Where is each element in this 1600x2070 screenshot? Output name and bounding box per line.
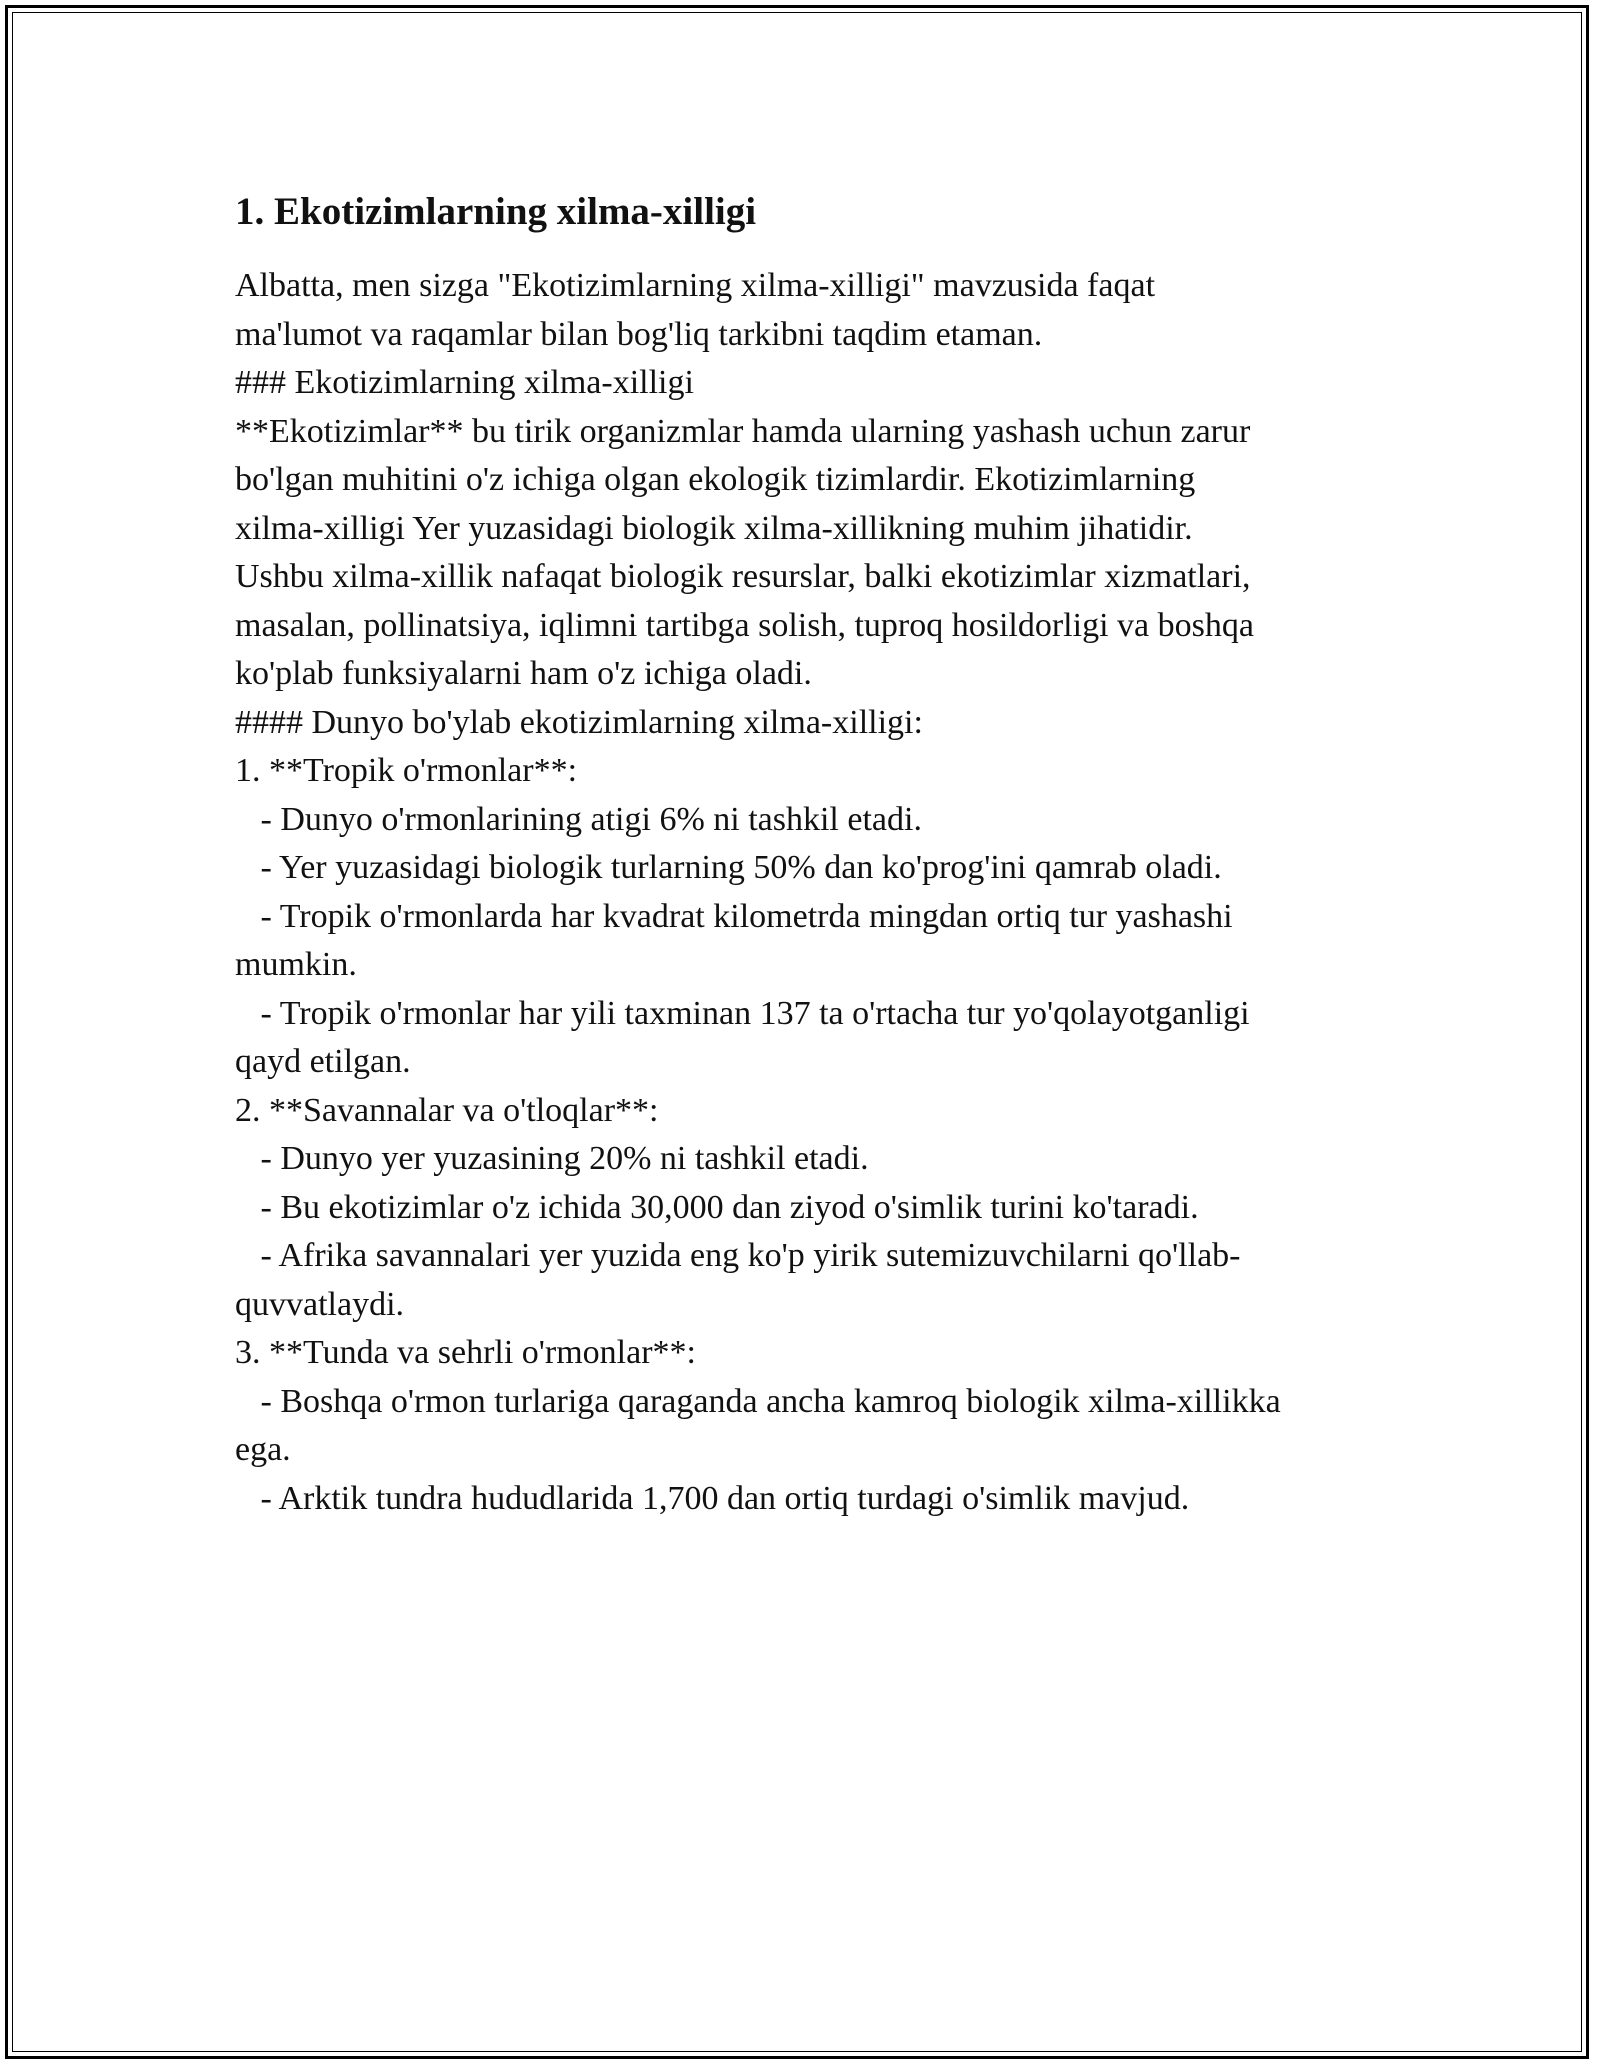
intro-paragraph: Albatta, men sizga "Ekotizimlarning xilma-xilligi" mavzusida faqat ma'lumot va raqamlar bilan bog'liq tarkibni taqdim etaman. <box>235 267 1156 353</box>
list-item-savannas: 2. **Savannalar va o'tloqlar**: - Dunyo yer yuzasining 20% ni tashkil etadi. - Bu ekotizimlar o'z ichida 30,000 dan ziyod o'simlik turini ko'taradi. - Afrika savannalari yer yuzida eng ko'p yirik sutemizuvchilarni qo'llab- quvvatlaydi. <box>235 1091 1241 1323</box>
section-heading: ### Ekotizimlarning xilma-xilligi <box>235 364 694 401</box>
subsection-heading: #### Dunyo bo'ylab ekotizimlarning xilma-xilligi: <box>235 703 923 741</box>
list-item-tundra: 3. **Tunda va sehrli o'rmonlar**: - Boshqa o'rmon turlariga qaraganda ancha kamroq biologik xilma-xillikka ega. - Arktik tundra hududlarida 1,700 dan ortiq turdagi o'simlik mavjud. <box>235 1334 1281 1517</box>
list-item-tropical-forests: 1. **Tropik o'rmonlar**: - Dunyo o'rmonlarining atigi 6% ni tashkil etadi. - Yer yuzasidagi biologik turlarning 50% dan ko'prog'ini qamrab oladi. - Tropik o'rmonlarda har kvadrat kilometrda mingdan ortiq tur yashashi mumkin. - Tropik o'rmonlar har yili taxminan 137 ta o'rtacha tur yo'qolayotganligi qayd etilgan. <box>235 752 1250 1080</box>
definition-paragraph: **Ekotizimlar** bu tirik organizmlar hamda ularning yashash uchun zarur bo'lgan muhitini o'z ichiga olgan ekologik tizimlardir. Ekotizimlarning xilma-xilligi Yer yuzasidagi biologik xilma-xillikning muhim jihatidir. Ushbu xilma-xillik nafaqat biologik resurslar, balki ekotizimlar xizmatlari, masalan, pollinatsiya, iqlimni tartibga solish, tuproq hosildorligi va boshqa ko'plab funksiyalarni ham o'z ichiga oladi. <box>235 412 1254 692</box>
page-title: 1. Ekotizimlarning xilma-xilligi <box>235 190 757 233</box>
document-body <box>235 188 1375 1523</box>
